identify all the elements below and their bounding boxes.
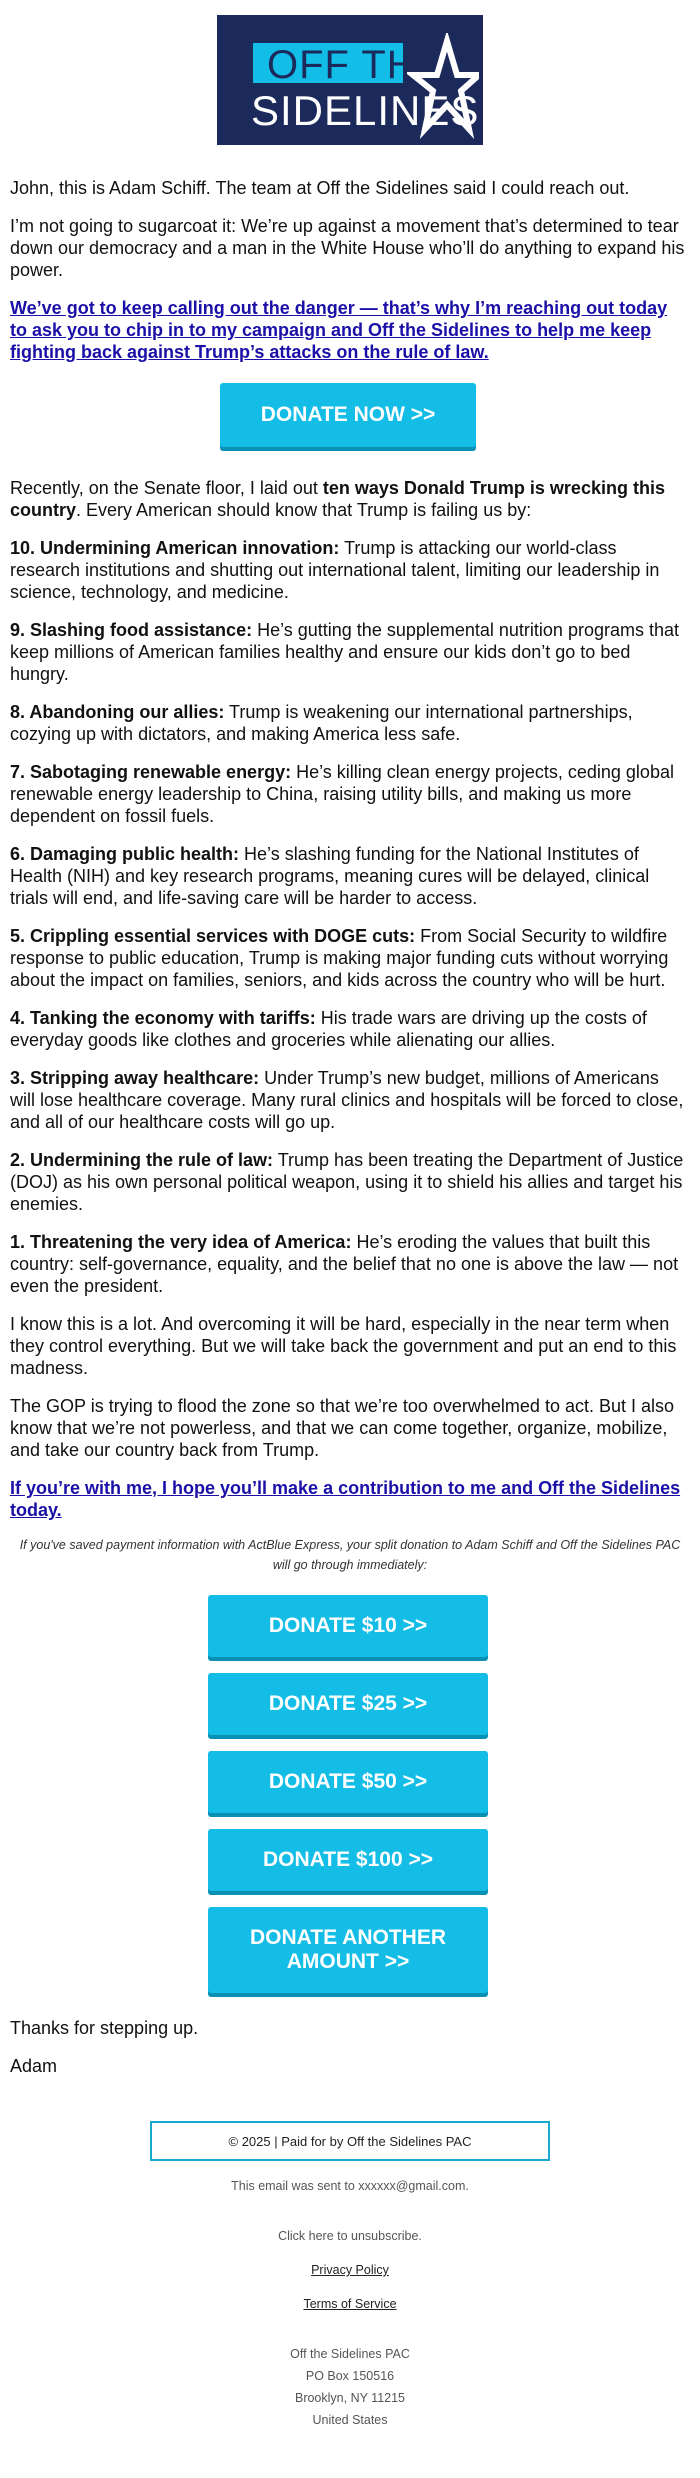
list-item [10,619,686,685]
privacy-policy-link-text[interactable]: Privacy Policy [311,2263,389,2277]
list-item-text: He’s slashing funding for the National Institutes of Health (NIH) and key research programs, meaning cures will be delayed, clinical trials will end, and life-saving care will be harder to access. [10,844,650,908]
address-line: Brooklyn, NY 11215 [294,2391,406,2405]
list-item-text: He’s gutting the supplemental nutrition programs that keep millions of American families healthy and ensure our kids don’t go to bed hungry. [10,620,679,684]
list-intro-bold: ten ways Donald Trump is wrecking this country [10,478,665,520]
closing-paragraph: I know this is a lot. And overcoming it will be hard, especially in the near term when they control everything. But we will take back the government and put an end to this madness. [10,1314,677,1378]
address-line: United States [312,2413,388,2427]
donate-100-button[interactable]: DONATE $100 >> [208,1829,488,1891]
actblue-express-note: If you've saved payment information with ActBlue Express, your split donation to Adam Schiff and Off the Sidelines PAC will go through immediately: [19,1538,681,1572]
list-item [10,537,686,603]
list-item [10,1149,686,1215]
logo-line1: OFF THE [267,43,445,87]
terms-of-service-link [10,2295,690,2313]
list-item-title: 7. Sabotaging renewable energy: [10,762,292,782]
signoff-thanks: Thanks for stepping up. [10,2018,199,2038]
contribute-link[interactable]: If you’re with me, I hope you’ll make a contribution to me and Off the Sidelines today. [10,1478,681,1520]
donate-10-button[interactable]: DONATE $10 >> [208,1595,488,1657]
list-item-text: He’s killing clean energy projects, ceding global renewable energy leadership to China, raising utility bills, and making us more dependent on fossil fuels. [10,762,674,826]
list-item [10,701,686,745]
list-item-title: 5. Crippling essential services with DOGE cuts: [10,926,416,946]
donate-now-button[interactable]: DONATE NOW >> [220,383,476,447]
list-item-text: Under Trump’s new budget, millions of Americans will lose healthcare coverage. Many rural clinics and hospitals will be forced to close, and all of our healthcare costs will go up. [10,1068,684,1132]
list-item-title: 4. Tanking the economy with tariffs: [10,1008,316,1028]
list-item-text: Trump has been treating the Department of Justice (DOJ) as his own personal political weapon, using it to shield his allies and target his enemies. [10,1150,684,1214]
donate-50-button[interactable]: DONATE $50 >> [208,1751,488,1813]
list-item-text: From Social Security to wildfire response to public education, Trump is making major funding cuts without worrying about the impact on families, seniors, and kids across the country who will be hurt. [10,926,669,990]
logo-line2: SIDELINES [251,87,480,134]
list-item-title: 6. Damaging public health: [10,844,240,864]
headline-link[interactable]: We’ve got to keep calling out the danger — that’s why I’m reaching out today to ask you to chip in to my campaign and Off the Sidelines to help me keep fighting back against Trump’s attacks on the rule of law. [10,298,668,362]
list-item-text: He’s eroding the values that built this country: self-governance, equality, and the belief that no one is above the law — not even the president. [10,1232,679,1296]
address-line: PO Box 150516 [305,2369,395,2383]
list-item [10,761,686,827]
list-intro-after: . Every American should know that Trump is failing us by: [76,500,532,520]
sent-to-notice: This email was sent to xxxxxx@gmail.com. [231,2179,469,2193]
closing-paragraph: The GOP is trying to flood the zone so that we’re too overwhelmed to act. But I also know that we’re not powerless, and that we can come together, organize, mobilize, and take our country back from Trump. [10,1396,675,1460]
list-item-text: His trade wars are driving up the costs of everyday goods like clothes and groceries while alienating our allies. [10,1008,647,1050]
list-item-title: 2. Undermining the rule of law: [10,1150,274,1170]
list-item [10,843,686,909]
list-item [10,1007,686,1051]
list-item [10,1067,686,1133]
signoff-name: Adam [10,2056,58,2076]
list-item-title: 1. Threatening the very idea of America: [10,1232,352,1252]
unsubscribe-link[interactable]: Click here to unsubscribe. [278,2229,422,2243]
intro-greeting: John, this is Adam Schiff. The team at Off the Sidelines said I could reach out. [10,178,630,198]
privacy-policy-link [10,2261,690,2279]
list-item-title: 9. Slashing food assistance: [10,620,253,640]
list-item [10,1231,686,1297]
list-item-title: 3. Stripping away healthcare: [10,1068,260,1088]
paid-for-disclaimer: © 2025 | Paid for by Off the Sidelines PAC [150,2121,550,2161]
list-intro-before: Recently, on the Senate floor, I laid out [10,478,323,498]
address-line: Off the Sidelines PAC [290,2347,410,2361]
list-item-title: 8. Abandoning our allies: [10,702,225,722]
list-intro [10,477,686,521]
off-the-sidelines-logo[interactable] [217,15,483,145]
donate-other-amount-button[interactable]: DONATE ANOTHER AMOUNT >> [208,1907,488,1993]
list-item-text: Trump is attacking our world-class research institutions and shutting out international talent, limiting our leadership in science, technology, and medicine. [10,538,660,602]
terms-of-service-link-text[interactable]: Terms of Service [303,2297,397,2311]
list-item [10,925,686,991]
star-icon [407,33,479,143]
list-item-title: 10. Undermining American innovation: [10,538,340,558]
list-item-text: Trump is weakening our international partnerships, cozying up with dictators, and making America less safe. [10,702,633,744]
email-body [10,15,690,2427]
donate-25-button[interactable]: DONATE $25 >> [208,1673,488,1735]
intro-paragraph: I’m not going to sugarcoat it: We’re up against a movement that’s determined to tear down our democracy and a man in the White House who’ll do anything to expand his power. [10,216,685,280]
